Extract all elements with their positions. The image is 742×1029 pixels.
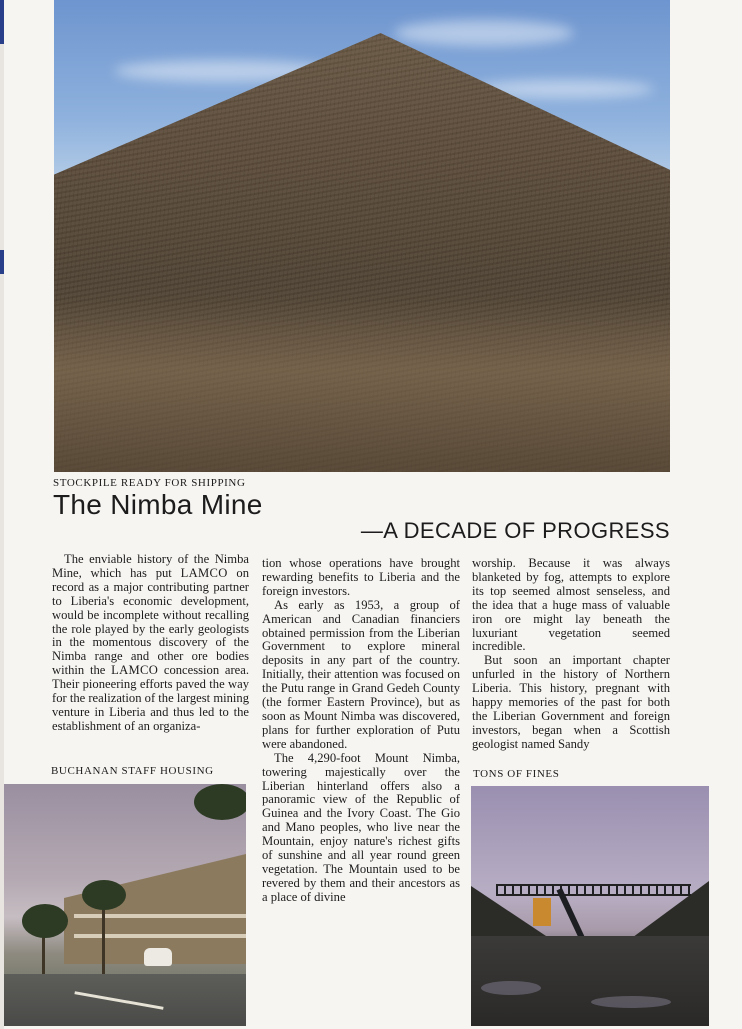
text-column-3 [472, 557, 670, 752]
lamco-acronym: LAMCO [180, 565, 228, 580]
paragraph: The enviable history of the Nimba Mine, which has put LAMCO on record as a major contributing partner to Liberia's economic development, would be incomplete without recalling the role played by the early geologists in the momentous discovery of the Nimba range and other ore bodies within the LAMCO concession area. Their pioneering efforts paved the way for the realization of the largest mining venture in Liberia and thus led to the establishment of an organiza- [52, 552, 250, 733]
paragraph: But soon an important chapter unfurled in the history of Northern Liberia. This history, pregnant with happy memories of the past for both the Liberian Government and foreign investors, began when a Scottish geologist named Sandy [472, 653, 670, 751]
hero-caption: STOCKPILE READY FOR SHIPPING [53, 477, 246, 489]
car [144, 948, 172, 966]
text-column-1 [52, 553, 249, 734]
paragraph: tion whose operations have brought rewarding benefits to Liberia and the foreign investors. [262, 556, 460, 598]
article-subtitle: —A DECADE OF PROGRESS [360, 518, 670, 543]
paragraph: worship. Because it was always blanketed by fog, attempts to explore its top seemed almost senseless, and the idea that a huge mass of valuable iron ore might lay beneath the luxuriant vegetation seemed incredible. [472, 556, 670, 654]
conveyor-bridge [496, 884, 691, 896]
stacker-machine [533, 898, 551, 926]
edge-mark [0, 250, 4, 274]
stockpile-photo [54, 0, 670, 472]
fines-photo [471, 786, 709, 1026]
article-title: The Nimba Mine [53, 489, 263, 520]
housing-caption: BUCHANAN STAFF HOUSING [51, 765, 214, 777]
edge-mark [0, 0, 4, 44]
staff-housing-photo [4, 784, 246, 1026]
paragraph: As early as 1953, a group of American and Canadian financiers obtained permission from the Liberian Government to explore mineral deposits in any part of the country. Initially, their attention was focused on the Putu range in Grand Gedeh County (the former Eastern Province), but as soon as Mount Nimba was discovered, plans for further exploration of Putu were abandoned. [262, 597, 460, 751]
lamco-acronym: LAMCO [111, 663, 159, 678]
text-column-2 [262, 557, 460, 905]
fines-caption: TONS OF FINES [473, 768, 560, 780]
paragraph: The 4,290-foot Mount Nimba, towering majestically over the Liberian hinterland offers also a panoramic view of the Republic of Guinea and the Ivory Coast. The Gio and Mano peoples, who live near the Mountain, enjoy nature's richest gifts of sunshine and all year round green vegetation. The Mountain used to be revered by them and their ancestors as a place of divine [262, 750, 460, 904]
